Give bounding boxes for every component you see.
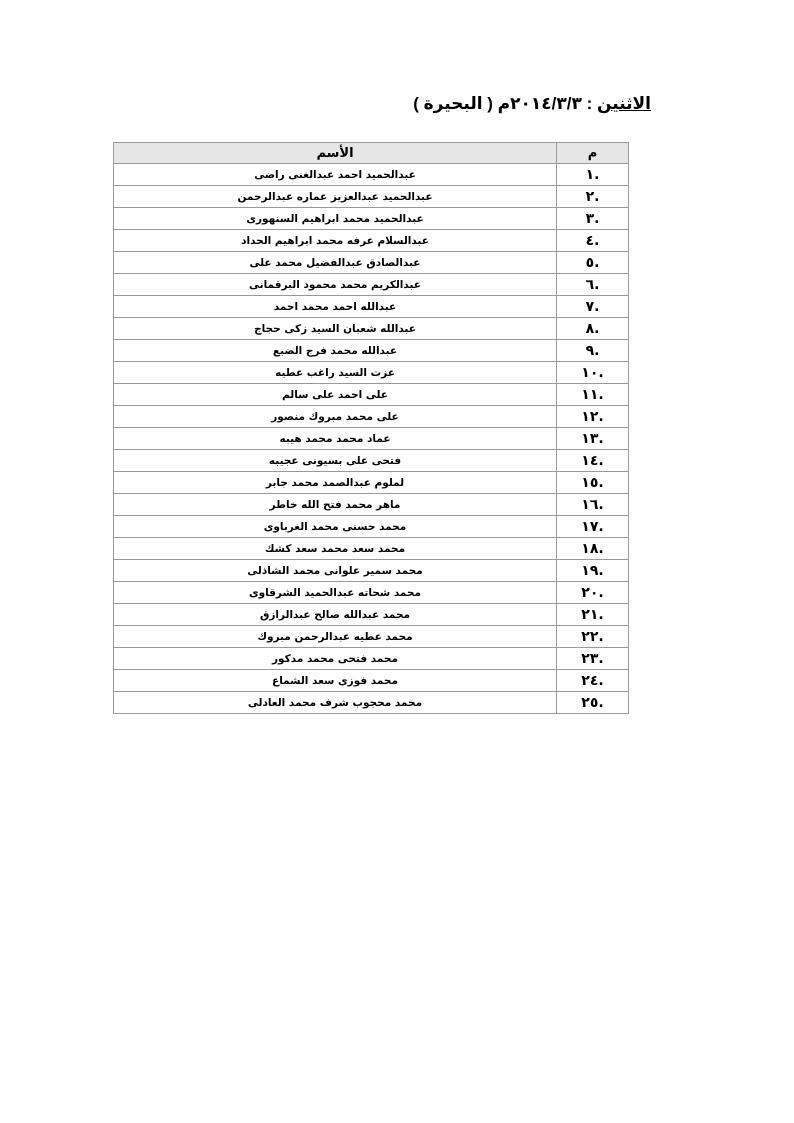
table-row [114,274,629,296]
row-name: عبدالله شعبان السيد زكى حجاج [114,318,557,340]
table-row [114,626,629,648]
table-row [114,230,629,252]
table-header [114,143,629,164]
page-heading [413,94,651,114]
row-name: عزت السيد راغب عطيه [114,362,557,384]
row-number: .١ [557,164,629,186]
row-number: .١٤ [557,450,629,472]
row-number: .١٩ [557,560,629,582]
row-name: محمد سمير علوانى محمد الشاذلى [114,560,557,582]
heading-date-place: ٢٠١٤/٣/٣م ( البحيرة ) [413,94,582,113]
row-name: عبدالله محمد فرج الضبع [114,340,557,362]
row-name: عبدالحميد محمد ابراهيم السنهورى [114,208,557,230]
row-name: محمد فتحى محمد مدكور [114,648,557,670]
row-number: .١١ [557,384,629,406]
row-name: محمد حسنى محمد الغرباوى [114,516,557,538]
table-row [114,516,629,538]
table-row [114,450,629,472]
table-row [114,340,629,362]
row-number: .٣ [557,208,629,230]
table-row [114,582,629,604]
row-number: .١٥ [557,472,629,494]
row-number: .٥ [557,252,629,274]
row-name: محمد فوزى سعد الشماع [114,670,557,692]
row-name: محمد شحاته عبدالحميد الشرقاوى [114,582,557,604]
row-name: ماهر محمد فتح الله خاطر [114,494,557,516]
row-number: .٢٥ [557,692,629,714]
table-row [114,494,629,516]
table-row [114,384,629,406]
row-number: .٢٢ [557,626,629,648]
row-number: .١٨ [557,538,629,560]
row-name: عبدالصادق عبدالفضيل محمد على [114,252,557,274]
row-number: .٢٣ [557,648,629,670]
table-row [114,362,629,384]
table-row [114,296,629,318]
table-row [114,538,629,560]
row-name: محمد محجوب شرف محمد العادلى [114,692,557,714]
header-number: م [557,143,629,164]
table-row [114,472,629,494]
table-row [114,186,629,208]
header-row [114,143,629,164]
row-name: محمد عطيه عبدالرحمن مبروك [114,626,557,648]
row-number: .١٦ [557,494,629,516]
table-row [114,208,629,230]
table-row [114,692,629,714]
row-number: .٨ [557,318,629,340]
table-row [114,604,629,626]
row-number: .٦ [557,274,629,296]
row-name: محمد عبدالله صالح عبدالرازق [114,604,557,626]
table-row [114,164,629,186]
row-number: .٢١ [557,604,629,626]
names-table [113,142,629,714]
row-name: عبدالحميد عبدالعزيز عماره عبدالرحمن [114,186,557,208]
row-name: على محمد مبروك منصور [114,406,557,428]
row-number: .١٧ [557,516,629,538]
header-name: الأسم [114,143,557,164]
table-row [114,406,629,428]
table-row [114,318,629,340]
row-name: على احمد على سالم [114,384,557,406]
row-number: .١٢ [557,406,629,428]
row-name: لملوم عبدالصمد محمد جابر [114,472,557,494]
row-number: .٩ [557,340,629,362]
table-row [114,428,629,450]
table-body [114,164,629,714]
table-row [114,648,629,670]
row-name: عبدالحميد احمد عبدالغنى راضى [114,164,557,186]
row-number: .٢ [557,186,629,208]
heading-day: الاثنين [596,94,651,113]
row-name: عبدالله احمد محمد احمد [114,296,557,318]
row-name: محمد سعد محمد سعد كشك [114,538,557,560]
row-number: .٢٠ [557,582,629,604]
table-row [114,670,629,692]
row-number: .٤ [557,230,629,252]
table-row [114,560,629,582]
heading-separator: : [581,94,597,113]
row-number: .١٠ [557,362,629,384]
row-name: فتحى على بسيونى عجيبه [114,450,557,472]
row-number: .٢٤ [557,670,629,692]
row-name: عبدالكريم محمد محمود البرقمانى [114,274,557,296]
table-row [114,252,629,274]
row-name: عماد محمد محمد هيبه [114,428,557,450]
row-name: عبدالسلام عرفه محمد ابراهيم الحداد [114,230,557,252]
row-number: .٧ [557,296,629,318]
row-number: .١٣ [557,428,629,450]
